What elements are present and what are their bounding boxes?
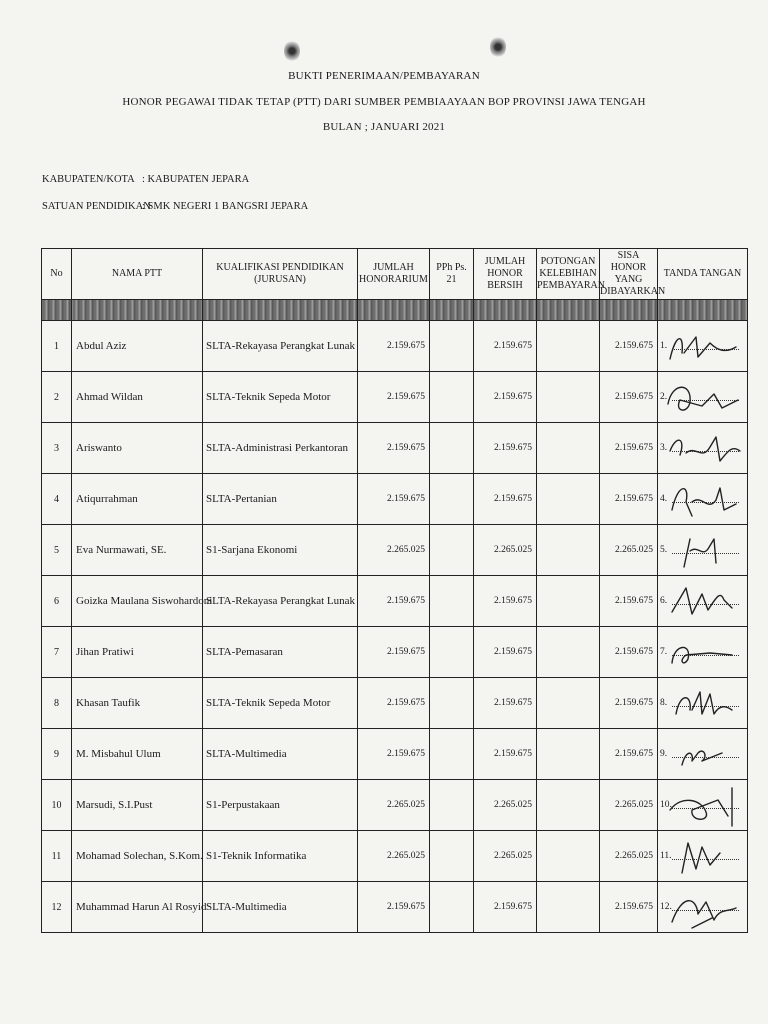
- table-row: [42, 576, 748, 627]
- handwritten-signature: [662, 527, 742, 573]
- col-no: No: [42, 249, 72, 300]
- handwritten-signature: [662, 425, 742, 471]
- row-deduction: [537, 780, 600, 831]
- row-qualification: S1-Teknik Informatika: [203, 831, 358, 882]
- row-paid: 2.159.675: [600, 474, 658, 525]
- row-deduction: [537, 474, 600, 525]
- row-honor: 2.159.675: [358, 882, 430, 933]
- row-name: Atiqurrahman: [72, 474, 203, 525]
- col-jumlah-honor: JUMLAH HONORARIUM: [358, 249, 430, 300]
- col-tanda-tangan: TANDA TANGAN: [658, 249, 748, 300]
- satuan-value: : SMK NEGERI 1 BANGSRI JEPARA: [142, 201, 309, 212]
- row-net: 2.159.675: [474, 729, 537, 780]
- row-honor: 2.159.675: [358, 321, 430, 372]
- row-paid: 2.159.675: [600, 627, 658, 678]
- row-name: Abdul Aziz: [72, 321, 203, 372]
- row-paid: 2.159.675: [600, 729, 658, 780]
- table-header-row: [42, 249, 748, 300]
- handwritten-signature: [662, 374, 742, 420]
- row-net: 2.159.675: [474, 372, 537, 423]
- column-code-row: [42, 300, 748, 321]
- row-pph: [430, 678, 474, 729]
- row-name: Muhammad Harun Al Rosyid: [72, 882, 203, 933]
- kabupaten-label: KABUPATEN/KOTA: [42, 174, 135, 185]
- col-kualifikasi: KUALIFIKASI PENDIDIKAN (JURUSAN): [203, 249, 358, 300]
- row-no: 1: [42, 321, 72, 372]
- row-signature-cell: [658, 678, 748, 729]
- row-paid: 2.265.025: [600, 525, 658, 576]
- row-paid: 2.265.025: [600, 831, 658, 882]
- doc-subtitle: HONOR PEGAWAI TIDAK TETAP (PTT) DARI SUMBER PEMBIAAYAAN BOP PROVINSI JAWA TENGAH: [122, 96, 646, 108]
- row-paid: 2.159.675: [600, 372, 658, 423]
- signature-number: 6.: [660, 596, 668, 606]
- row-honor: 2.265.025: [358, 525, 430, 576]
- row-qualification: SLTA-Rekayasa Perangkat Lunak: [203, 321, 358, 372]
- payment-table: [41, 248, 748, 933]
- row-honor: 2.265.025: [358, 831, 430, 882]
- row-qualification: SLTA-Administrasi Perkantoran: [203, 423, 358, 474]
- row-name: Mohamad Solechan, S.Kom.: [72, 831, 203, 882]
- handwritten-signature: [662, 476, 742, 522]
- handwritten-signature: [662, 629, 742, 675]
- row-signature-cell: [658, 780, 748, 831]
- row-net: 2.159.675: [474, 576, 537, 627]
- row-pph: [430, 882, 474, 933]
- row-paid: 2.159.675: [600, 321, 658, 372]
- row-deduction: [537, 678, 600, 729]
- row-no: 8: [42, 678, 72, 729]
- row-honor: 2.159.675: [358, 729, 430, 780]
- row-name: Eva Nurmawati, SE.: [72, 525, 203, 576]
- row-pph: [430, 831, 474, 882]
- row-honor: 2.159.675: [358, 423, 430, 474]
- row-qualification: SLTA-Pemasaran: [203, 627, 358, 678]
- table-row: [42, 627, 748, 678]
- row-deduction: [537, 423, 600, 474]
- row-signature-cell: [658, 321, 748, 372]
- row-qualification: SLTA-Teknik Sepeda Motor: [203, 372, 358, 423]
- row-signature-cell: [658, 627, 748, 678]
- signature-number: 10.: [660, 800, 672, 810]
- table-row: [42, 780, 748, 831]
- col-jumlah-bersih: JUMLAH HONOR BERSIH: [474, 249, 537, 300]
- row-signature-cell: [658, 576, 748, 627]
- row-net: 2.265.025: [474, 831, 537, 882]
- row-no: 9: [42, 729, 72, 780]
- row-deduction: [537, 882, 600, 933]
- handwritten-signature: [662, 323, 742, 369]
- row-net: 2.159.675: [474, 474, 537, 525]
- row-paid: 2.159.675: [600, 882, 658, 933]
- signature-number: 8.: [660, 698, 668, 708]
- row-no: 2: [42, 372, 72, 423]
- table-row: [42, 423, 748, 474]
- row-no: 7: [42, 627, 72, 678]
- row-pph: [430, 372, 474, 423]
- row-deduction: [537, 831, 600, 882]
- row-net: 2.159.675: [474, 321, 537, 372]
- row-qualification: SLTA-Multimedia: [203, 729, 358, 780]
- handwritten-signature: [662, 731, 742, 777]
- row-honor: 2.159.675: [358, 372, 430, 423]
- row-no: 11: [42, 831, 72, 882]
- handwritten-signature: [662, 833, 742, 879]
- row-honor: 2.159.675: [358, 474, 430, 525]
- row-no: 10: [42, 780, 72, 831]
- row-qualification: SLTA-Multimedia: [203, 882, 358, 933]
- row-deduction: [537, 576, 600, 627]
- table-row: [42, 678, 748, 729]
- row-name: M. Misbahul Ulum: [72, 729, 203, 780]
- col-pph: PPh Ps. 21: [430, 249, 474, 300]
- signature-number: 1.: [660, 341, 668, 351]
- row-no: 4: [42, 474, 72, 525]
- row-deduction: [537, 372, 600, 423]
- row-name: Ahmad Wildan: [72, 372, 203, 423]
- col-nama: NAMA PTT: [72, 249, 203, 300]
- row-name: Ariswanto: [72, 423, 203, 474]
- row-name: Goizka Maulana Siswohardoni: [72, 576, 203, 627]
- handwritten-signature: [662, 680, 742, 726]
- row-pph: [430, 423, 474, 474]
- row-deduction: [537, 729, 600, 780]
- row-no: 5: [42, 525, 72, 576]
- table-row: [42, 474, 748, 525]
- row-qualification: S1-Perpustakaan: [203, 780, 358, 831]
- row-paid: 2.265.025: [600, 780, 658, 831]
- row-honor: 2.159.675: [358, 678, 430, 729]
- row-honor: 2.159.675: [358, 627, 430, 678]
- row-qualification: SLTA-Teknik Sepeda Motor: [203, 678, 358, 729]
- row-signature-cell: [658, 729, 748, 780]
- row-no: 6: [42, 576, 72, 627]
- row-deduction: [537, 321, 600, 372]
- punch-hole-left: [284, 40, 300, 62]
- row-net: 2.159.675: [474, 678, 537, 729]
- table-row: [42, 729, 748, 780]
- row-name: Jihan Pratiwi: [72, 627, 203, 678]
- signature-number: 3.: [660, 443, 668, 453]
- row-pph: [430, 321, 474, 372]
- row-pph: [430, 729, 474, 780]
- row-honor: 2.159.675: [358, 576, 430, 627]
- row-pph: [430, 474, 474, 525]
- signature-number: 12.: [660, 902, 672, 912]
- signature-number: 4.: [660, 494, 668, 504]
- row-signature-cell: [658, 372, 748, 423]
- kabupaten-value: : KABUPATEN JEPARA: [142, 174, 250, 185]
- col-potongan: POTONGAN KELEBIHAN PEMBAYARAN: [537, 249, 600, 300]
- satuan-label: SATUAN PENDIDIKAN: [42, 201, 151, 212]
- doc-title: BUKTI PENERIMAAN/PEMBAYARAN: [288, 70, 480, 82]
- row-paid: 2.159.675: [600, 678, 658, 729]
- row-signature-cell: [658, 831, 748, 882]
- row-pph: [430, 576, 474, 627]
- row-deduction: [537, 627, 600, 678]
- table-row: [42, 831, 748, 882]
- signature-number: 11.: [660, 851, 672, 861]
- table-row: [42, 372, 748, 423]
- row-net: 2.265.025: [474, 780, 537, 831]
- handwritten-signature: [662, 782, 742, 828]
- handwritten-signature: [662, 884, 742, 930]
- row-no: 3: [42, 423, 72, 474]
- punch-hole-right: [490, 36, 506, 58]
- row-signature-cell: [658, 423, 748, 474]
- row-pph: [430, 525, 474, 576]
- row-net: 2.265.025: [474, 525, 537, 576]
- signature-number: 9.: [660, 749, 668, 759]
- row-signature-cell: [658, 882, 748, 933]
- row-honor: 2.265.025: [358, 780, 430, 831]
- row-paid: 2.159.675: [600, 423, 658, 474]
- table-row: [42, 321, 748, 372]
- row-signature-cell: [658, 474, 748, 525]
- signature-number: 7.: [660, 647, 668, 657]
- signature-number: 2.: [660, 392, 668, 402]
- row-net: 2.159.675: [474, 627, 537, 678]
- row-deduction: [537, 525, 600, 576]
- row-paid: 2.159.675: [600, 576, 658, 627]
- row-pph: [430, 780, 474, 831]
- row-name: Khasan Taufik: [72, 678, 203, 729]
- row-signature-cell: [658, 525, 748, 576]
- row-qualification: SLTA-Pertanian: [203, 474, 358, 525]
- signature-number: 5.: [660, 545, 668, 555]
- doc-period: BULAN ; JANUARI 2021: [322, 121, 446, 133]
- table-row: [42, 882, 748, 933]
- table-row: [42, 525, 748, 576]
- row-no: 12: [42, 882, 72, 933]
- row-net: 2.159.675: [474, 882, 537, 933]
- col-sisa: SISA HONOR YANG DIBAYARKAN: [600, 249, 658, 300]
- row-qualification: SLTA-Rekayasa Perangkat Lunak: [203, 576, 358, 627]
- row-qualification: S1-Sarjana Ekonomi: [203, 525, 358, 576]
- row-name: Marsudi, S.I.Pust: [72, 780, 203, 831]
- handwritten-signature: [662, 578, 742, 624]
- row-net: 2.159.675: [474, 423, 537, 474]
- row-pph: [430, 627, 474, 678]
